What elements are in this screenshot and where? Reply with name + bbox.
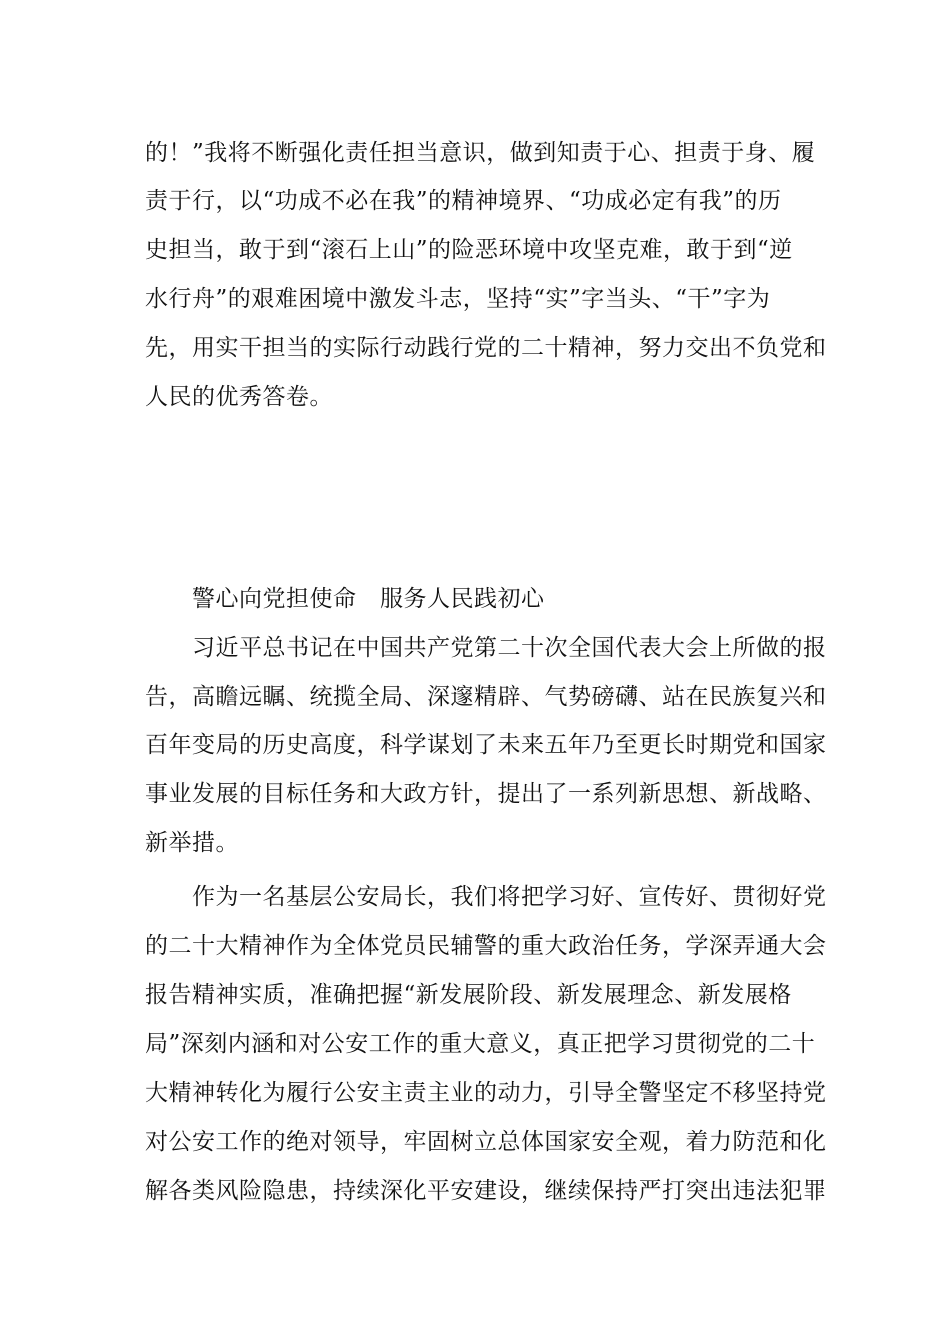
text-line: 对公安工作的绝对领导，牢固树立总体国家安全观，着力防范和化	[145, 1129, 827, 1155]
text-line: 的二十大精神作为全体党员民辅警的重大政治任务，学深弄通大会	[145, 933, 827, 959]
text-line: 先，用实干担当的实际行动践行党的二十精神，努力交出不负党和	[145, 335, 827, 361]
text-line: 事业发展的目标任务和大政方针，提出了一系列新思想、新战略、	[145, 781, 827, 807]
text-line: 大精神转化为履行公安主责主业的动力，引导全警坚定不移坚持党	[145, 1080, 827, 1106]
text-line: 新举措。	[145, 830, 239, 856]
text-line: 人民的优秀答卷。	[145, 384, 333, 410]
text-line: 的！”我将不断强化责任担当意识，做到知责于心、担责于身、履	[145, 140, 816, 166]
text-line: 史担当，敢于到“滚石上山”的险恶环境中攻坚克难，敢于到“逆	[145, 237, 793, 263]
text-line: 百年变局的历史高度，科学谋划了未来五年乃至更长时期党和国家	[145, 732, 827, 758]
text-line: 习近平总书记在中国共产党第二十次全国代表大会上所做的报	[192, 635, 827, 661]
text-line: 责于行，以“功成不必在我”的精神境界、“功成必定有我”的历	[145, 188, 782, 214]
text-line: 作为一名基层公安局长，我们将把学习好、宣传好、贯彻好党	[192, 884, 827, 910]
text-line: 水行舟”的艰难困境中激发斗志，坚持“实”字当头、“干”字为	[145, 286, 771, 312]
text-line: 告，高瞻远瞩、统揽全局、深邃精辟、气势磅礴、站在民族复兴和	[145, 684, 827, 710]
text-line: 报告精神实质，准确把握“新发展阶段、新发展理念、新发展格	[145, 982, 792, 1008]
text-line: 解各类风险隐患，持续深化平安建设，继续保持严打突出违法犯罪	[145, 1178, 827, 1204]
section-title: 警心向党担使命 服务人民践初心	[192, 586, 545, 612]
text-line: 局”深刻内涵和对公安工作的重大意义，真正把学习贯彻党的二十	[145, 1031, 816, 1057]
